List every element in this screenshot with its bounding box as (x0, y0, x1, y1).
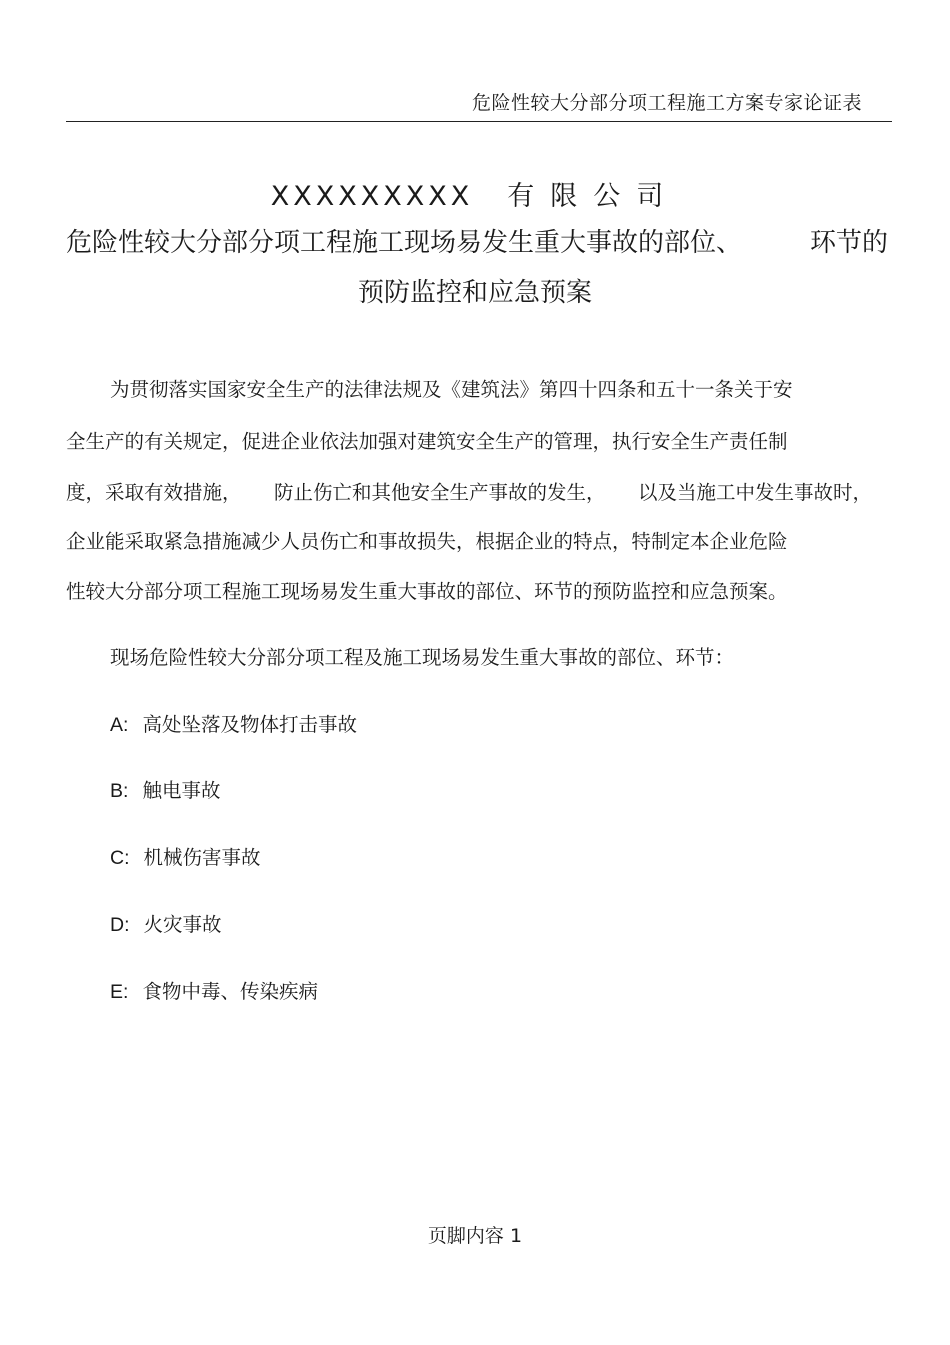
section-intro: 现场危险性较大分部分项工程及施工现场易发生重大事故的部位、环节： (110, 646, 735, 669)
hazard-text: 食物中毒、传染疾病 (142, 980, 318, 1003)
company-name (0, 174, 950, 213)
hazard-text: 触电事故 (142, 779, 221, 802)
document-title-line1 (66, 222, 888, 259)
page-footer: 页脚内容 1 (427, 1225, 523, 1247)
intro-line-4: 企业能采取紧急措施减少人员伤亡和事故损失，根据企业的特点，特制定本企业危险 (66, 530, 788, 553)
hazard-item-a (110, 709, 357, 737)
header-divider (66, 121, 892, 122)
intro-line-3-part-b: 防止伤亡和其他安全生产事故的发生， (273, 481, 606, 504)
hazard-item-e (110, 976, 318, 1004)
intro-line-5: 性较大分部分项工程施工现场易发生重大事故的部位、环节的预防监控和应急预案。 (66, 580, 788, 603)
hazard-letter: B: (110, 780, 129, 802)
company-suffix: 有限公司 (507, 181, 680, 212)
header-title: 危险性较大分部分项工程施工方案专家论证表 (471, 92, 862, 114)
hazard-letter: E: (110, 981, 129, 1003)
hazard-text: 火灾事故 (143, 913, 222, 936)
document-title-line1-part-a: 危险性较大分部分项工程施工现场易发生重大事故的部位、 (66, 228, 743, 258)
hazard-text: 高处坠落及物体打击事故 (142, 713, 357, 736)
document-title-line2: 预防监控和应急预案 (357, 278, 592, 308)
hazard-text: 机械伤害事故 (143, 846, 261, 869)
document-title-line1-part-b: 环节的 (809, 228, 888, 258)
hazard-letter: D: (110, 914, 130, 936)
intro-line-3-part-a: 度，采取有效措施， (66, 481, 242, 504)
intro-line-3-part-c: 以及当施工中发生事故时， (637, 481, 872, 504)
hazard-letter: C: (110, 847, 130, 869)
hazard-item-d (110, 909, 222, 937)
company-placeholder: XXXXXXXXX (270, 181, 474, 212)
intro-line-2: 全生产的有关规定，促进企业依法加强对建筑安全生产的管理，执行安全生产责任制 (66, 430, 788, 453)
intro-line-1: 为贯彻落实国家安全生产的法律法规及《建筑法》第四十四条和五十一条关于安 (110, 378, 793, 401)
hazard-item-b (110, 775, 220, 803)
hazard-letter: A: (110, 714, 129, 736)
intro-line-3 (66, 477, 872, 505)
hazard-item-c (110, 842, 261, 870)
